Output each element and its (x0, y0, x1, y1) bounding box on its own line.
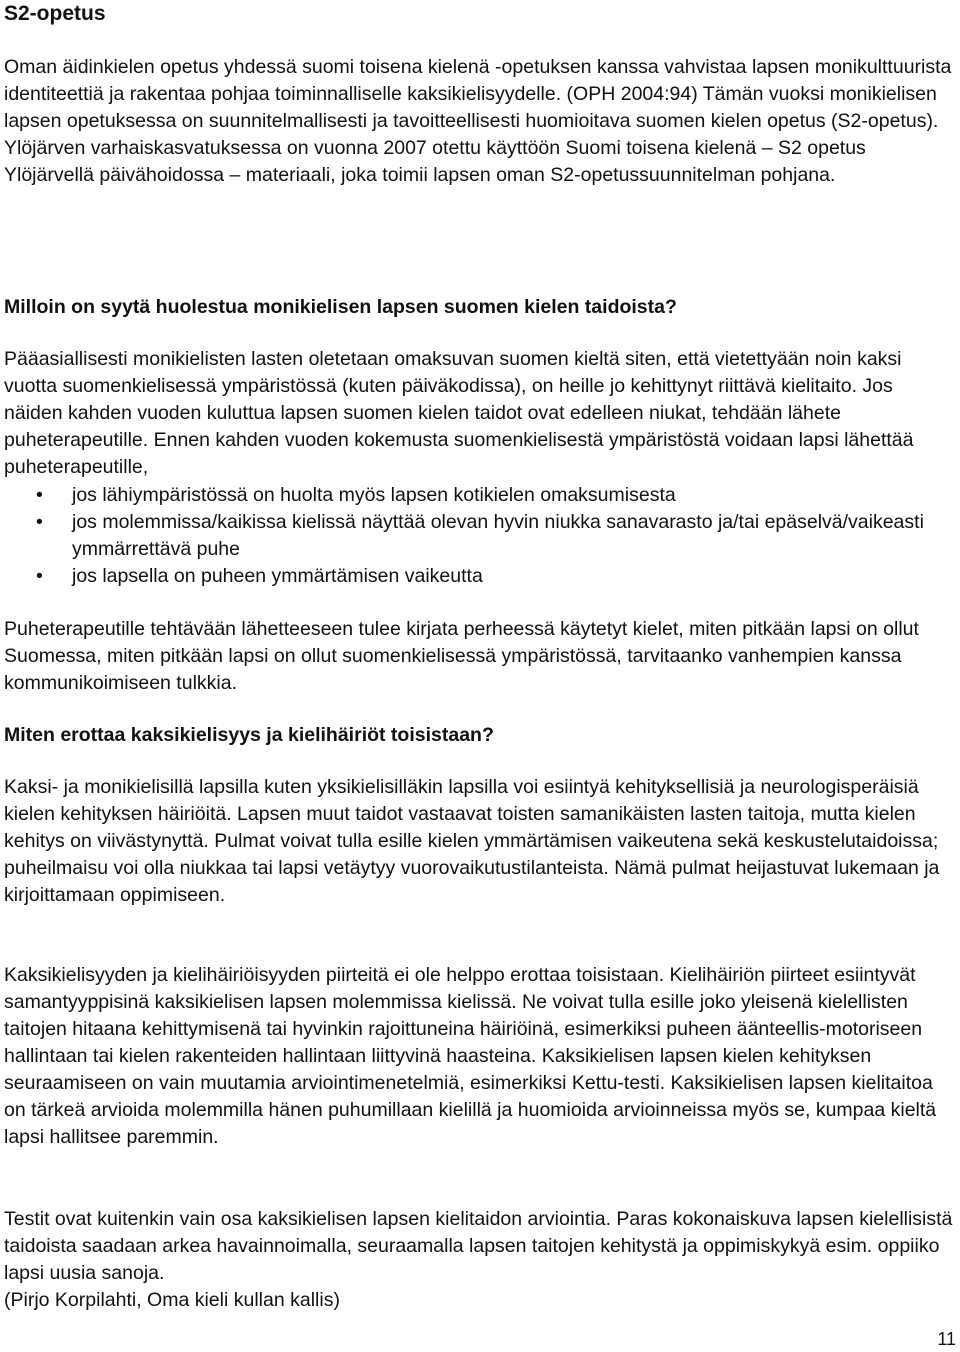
tests-paragraph: Testit ovat kuitenkin vain osa kaksikielisen lapsen kielitaidon arviointia. Paras kokonaiskuva lapsen kielellisistä taidoista saadaan arkea havainnoimalla, seuraamalla lapsen taitojen kehitystä ja oppimiskykyä esim. oppiiko lapsi uusia sanoja. (4, 1208, 953, 1284)
paragraph-two-years: Pääasiallisesti monikielisten lasten oletetaan omaksuvan suomen kieltä siten, että vietettyään noin kaksi vuotta suomenkielisessä ympäristössä (kuten päiväkodissa), on heille jo kehittynyt riittävä kielitaito. Jos näiden kahden vuoden kuluttua lapsen suomen kielen taidot ovat edelleen niukat, tehdään lähete puheterapeutille. Ennen kahden vuoden kokemusta suomenkielisestä ympäristöstä voidaan lapsi lähettää puheterapeutille, (4, 348, 914, 478)
list-item (4, 563, 954, 590)
list-item-text: jos lapsella on puheen ymmärtämisen vaikeutta (72, 565, 483, 587)
page-title: S2-opetus (4, 2, 106, 25)
section-heading-distinguish: Miten erottaa kaksikielisyys ja kielihäiriöt toisistaan? (4, 724, 494, 746)
list-item-text: jos molemmissa/kaikissa kielissä näyttää olevan hyvin niukka sanavarasto ja/tai epäselvä/vaikeasti ymmärrettävä puhe (72, 511, 924, 560)
list-item (4, 509, 954, 563)
referral-paragraph: Puheterapeutille tehtävään lähetteeseen tulee kirjata perheessä käytetyt kielet, miten pitkään lapsi on ollut Suomessa, miten pitkään lapsi on ollut suomenkielisessä ympäristössä, tarvitaanko vanhempien kanssa kommunikoimiseen tulkkia. (4, 618, 919, 694)
citation: (Pirjo Korpilahti, Oma kieli kullan kallis) (4, 1289, 340, 1311)
bullet-icon: • (36, 565, 43, 587)
list-item-text: jos lähiympäristössä on huolta myös lapsen kotikielen omaksumisesta (72, 484, 676, 506)
bilingualism-paragraph: Kaksikielisyyden ja kielihäiriöisyyden piirteitä ei ole helppo erottaa toisistaan. Kielihäiriön piirteet esiintyvät samantyyppisinä kaksikielisen lapsen molemmissa kielissä. Ne voivat tulla esille joko yleisenä kielellisten taitojen hitaana kehittymisenä tai hyvinkin rajoittuneina häiriöinä, esimerkiksi puheen äänteellis-motoriseen hallintaan tai kielen rakenteiden hallintaan liittyvinä haasteina. Kaksikielisen lapsen kielen kehityksen seuraamiseen on vain muutamia arviointimenetelmiä, esimerkiksi Kettu-testi. Kaksikielisen lapsen kielitaitoa on tärkeä arvioida molemmilla hänen puhumillaan kielillä ja huomioida arvioinneissa myös se, kumpaa kieltä lapsi hallitsee paremmin. (4, 964, 937, 1148)
page-number: 11 (937, 1329, 956, 1349)
section-heading-concern: Milloin on syytä huolestua monikielisen lapsen suomen kielen taidoista? (4, 296, 677, 318)
bullet-icon: • (36, 511, 43, 533)
disorders-paragraph: Kaksi- ja monikielisillä lapsilla kuten yksikielisilläkin lapsilla voi esiintyä kehityksellisiä ja neurologisperäisiä kielen kehityksen häiriöitä. Lapsen muut taidot vastaavat toisten samanikäisten lasten taitoja, mutta kielen kehitys on viivästynyttä. Pulmat voivat tulla esille kielen ymmärtämisen vaikeutena sekä keskustelutaidoissa; puheilmaisu voi olla niukkaa tai lapsi vetäytyy vuorovaikutustilanteista. Nämä pulmat heijastuvat lukemaan ja kirjoittamaan oppimiseen. (4, 776, 940, 906)
intro-paragraph: Oman äidinkielen opetus yhdessä suomi toisena kielenä -opetuksen kanssa vahvistaa lapsen monikulttuurista identiteettiä ja rakentaa pohjaa toiminnalliselle kaksikielisyydelle. (OPH 2004:94) Tämän vuoksi monikielisen lapsen opetuksessa on suunnitelmallisesti ja tavoitteellisesti huomioitava suomen kielen opetus (S2-opetus). Ylöjärven varhaiskasvatuksessa on vuonna 2007 otettu käyttöön Suomi toisena kielenä – S2 opetus Ylöjärvellä päivähoidossa – materiaali, joka toimii lapsen oman S2-opetussuunnitelman pohjana. (4, 56, 952, 186)
list-item (4, 482, 954, 509)
bullet-icon: • (36, 484, 43, 506)
referral-criteria-list (4, 482, 954, 590)
